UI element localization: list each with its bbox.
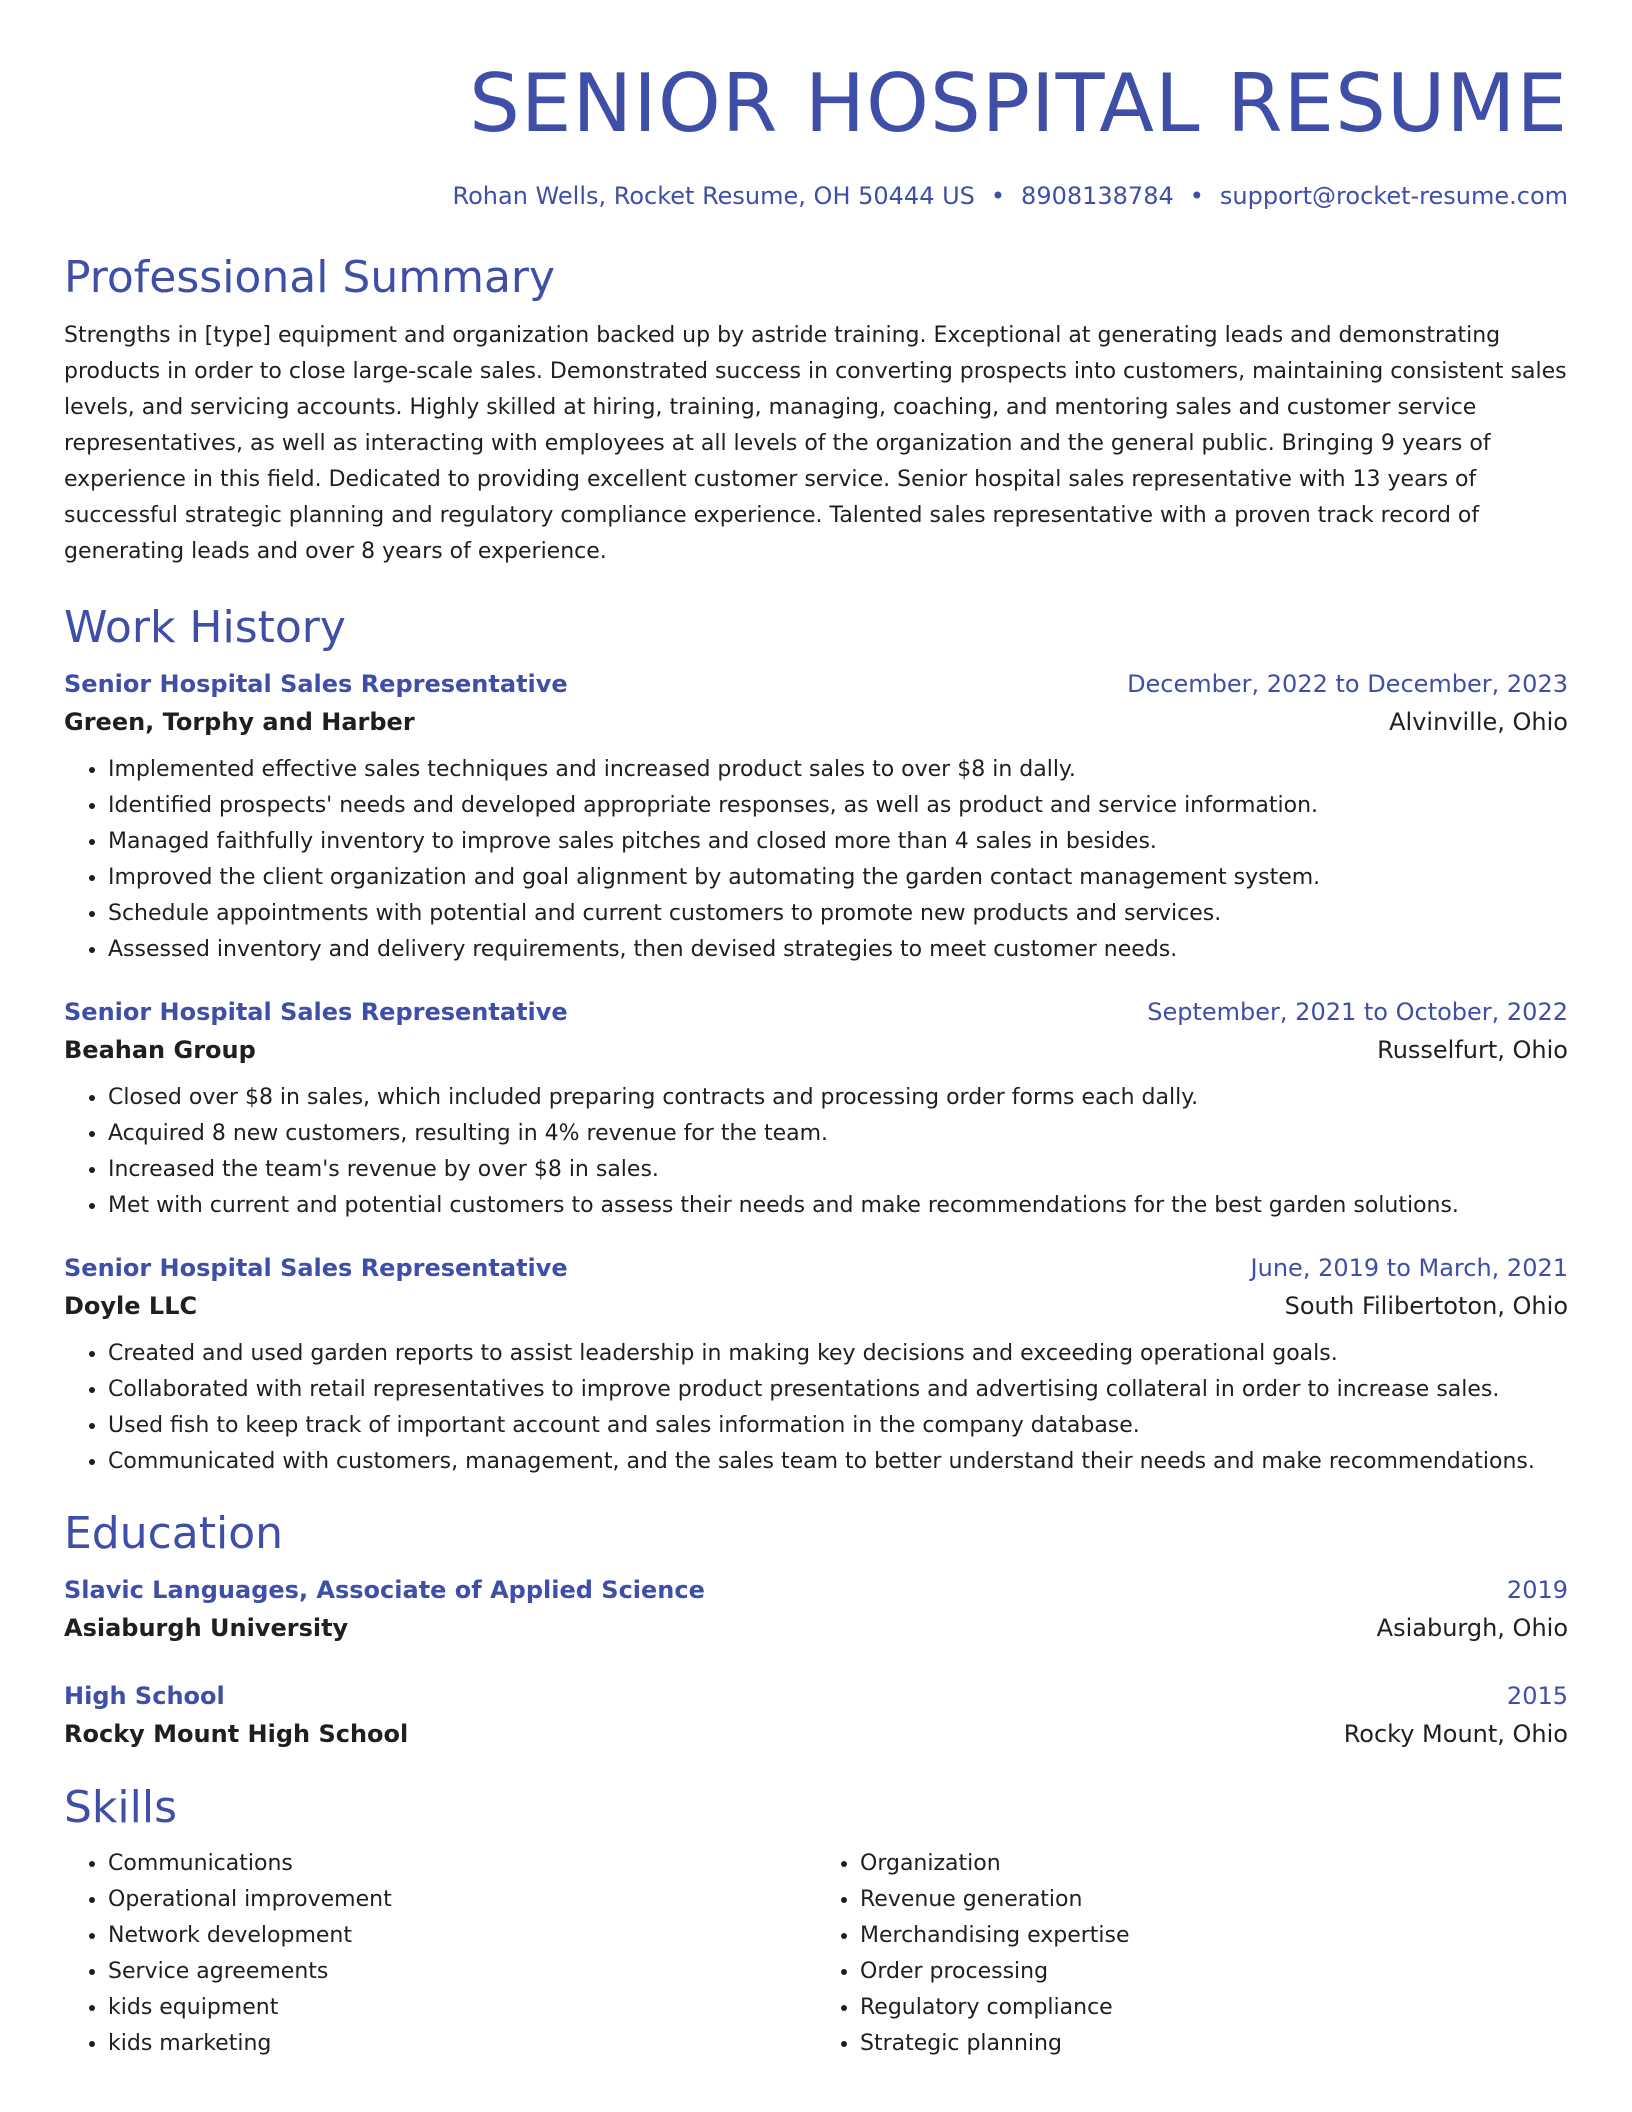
list-item: • Created and used garden reports to assist leadership in making key decisions and exceeding operational goals. [108,1336,1568,1372]
contact-phone: 8908138784 [1021,182,1174,210]
job-bullets [64,1336,1568,1480]
degree-title: High School [64,1682,225,1710]
resume-title: SENIOR HOSPITAL RESUME [469,57,1568,150]
section-heading-education: Education [64,1508,284,1559]
contact-email[interactable]: support@rocket-resume.com [1219,182,1568,210]
list-item: • Identified prospects' needs and developed appropriate responses, as well as product and service information. [108,788,1568,824]
list-item: • Managed faithfully inventory to improve sales pitches and closed more than 4 sales in besides. [108,824,1568,860]
list-item: • Acquired 8 new customers, resulting in 4% revenue for the team. [108,1116,1568,1152]
degree-title: Slavic Languages, Associate of Applied Science [64,1576,705,1604]
list-item: • Used fish to keep track of important account and sales information in the company database. [108,1408,1568,1444]
contact-line [64,180,1568,212]
school-name: Asiaburgh University [64,1614,349,1642]
company-name: Doyle LLC [64,1292,198,1320]
job-entry [64,994,1568,1224]
job-bullets [64,1080,1568,1224]
school-location: Rocky Mount, Ohio [1343,1720,1568,1748]
skill-item: • Strategic planning [860,2026,1568,2062]
company-name: Beahan Group [64,1036,256,1064]
job-entry [64,1250,1568,1480]
skills-list-left [64,1846,816,2062]
job-dates: December, 2022 to December, 2023 [1127,670,1568,698]
job-entry [64,666,1568,968]
list-item: • Communicated with customers, management, and the sales team to better understand their needs and make recommendations. [108,1444,1568,1480]
skill-item: • Service agreements [108,1954,816,1990]
company-name: Green, Torphy and Harber [64,708,415,736]
school-location: Asiaburgh, Ohio [1376,1614,1568,1642]
list-item: • Implemented effective sales techniques and increased product sales to over $8 in dally. [108,752,1568,788]
job-location: South Filibertoton, Ohio [1284,1292,1568,1320]
education-entry [64,1572,1568,1648]
job-title: Senior Hospital Sales Representative [64,998,568,1026]
skill-item: • kids equipment [108,1990,816,2026]
contact-separator: • [1189,182,1204,210]
list-item: • Increased the team's revenue by over $8 in sales. [108,1152,1568,1188]
job-bullets [64,752,1568,968]
skill-item: • Merchandising expertise [860,1918,1568,1954]
skill-item: • Operational improvement [108,1882,816,1918]
skill-item: • Communications [108,1846,816,1882]
job-title: Senior Hospital Sales Representative [64,1254,568,1282]
summary-section [64,250,1568,570]
section-heading-summary: Professional Summary [64,252,556,303]
school-name: Rocky Mount High School [64,1720,409,1748]
job-location: Russelfurt, Ohio [1377,1036,1568,1064]
education-entry [64,1678,1568,1754]
education-section [64,1506,1568,1754]
list-item: • Met with current and potential customers to assess their needs and make recommendations for the best garden solutions. [108,1188,1568,1224]
skills-list-right [816,1846,1568,2062]
skill-item: • kids marketing [108,2026,816,2062]
list-item: • Assessed inventory and delivery requirements, then devised strategies to meet customer needs. [108,932,1568,968]
list-item: • Schedule appointments with potential and current customers to promote new products and services. [108,896,1568,932]
work-history-section [64,600,1568,1480]
skill-item: • Revenue generation [860,1882,1568,1918]
education-year: 2019 [1506,1576,1568,1604]
list-item: • Improved the client organization and goal alignment by automating the garden contact management system. [108,860,1568,896]
contact-separator: • [990,182,1006,210]
education-year: 2015 [1506,1682,1568,1710]
contact-address: Rohan Wells, Rocket Resume, OH 50444 US [452,182,975,210]
job-title: Senior Hospital Sales Representative [64,670,568,698]
skill-item: • Organization [860,1846,1568,1882]
section-heading-work-history: Work History [64,602,346,653]
skill-item: • Regulatory compliance [860,1990,1568,2026]
summary-text: Strengths in [type] equipment and organization backed up by astride training. Exceptional at generating leads and demonstrating products in order to close large-scale sales. Demonstrated success in converting prospects into customers, maintaining consistent sales levels, and servicing accounts. Highly skilled at hiring, training, managing, coaching, and mentoring sales and customer service representatives, as well as interacting with employees at all levels of the organization and the general public. Bringing 9 years of experience in this field. Dedicated to providing excellent customer service. Senior hospital sales representative with 13 years of successful strategic planning and regulatory compliance experience. Talented sales representative with a proven track record of generating leads and over 8 years of experience. [64,323,1567,564]
list-item: • Collaborated with retail representatives to improve product presentations and advertising collateral in order to increase sales. [108,1372,1568,1408]
job-dates: September, 2021 to October, 2022 [1147,998,1568,1026]
skills-section [64,1780,1568,2062]
skills-columns [64,1846,1568,2062]
skill-item: • Network development [108,1918,816,1954]
job-location: Alvinville, Ohio [1389,708,1568,736]
list-item: • Closed over $8 in sales, which included preparing contracts and processing order forms each dally. [108,1080,1568,1116]
job-dates: June, 2019 to March, 2021 [1250,1254,1568,1282]
section-heading-skills: Skills [64,1782,178,1833]
skill-item: • Order processing [860,1954,1568,1990]
